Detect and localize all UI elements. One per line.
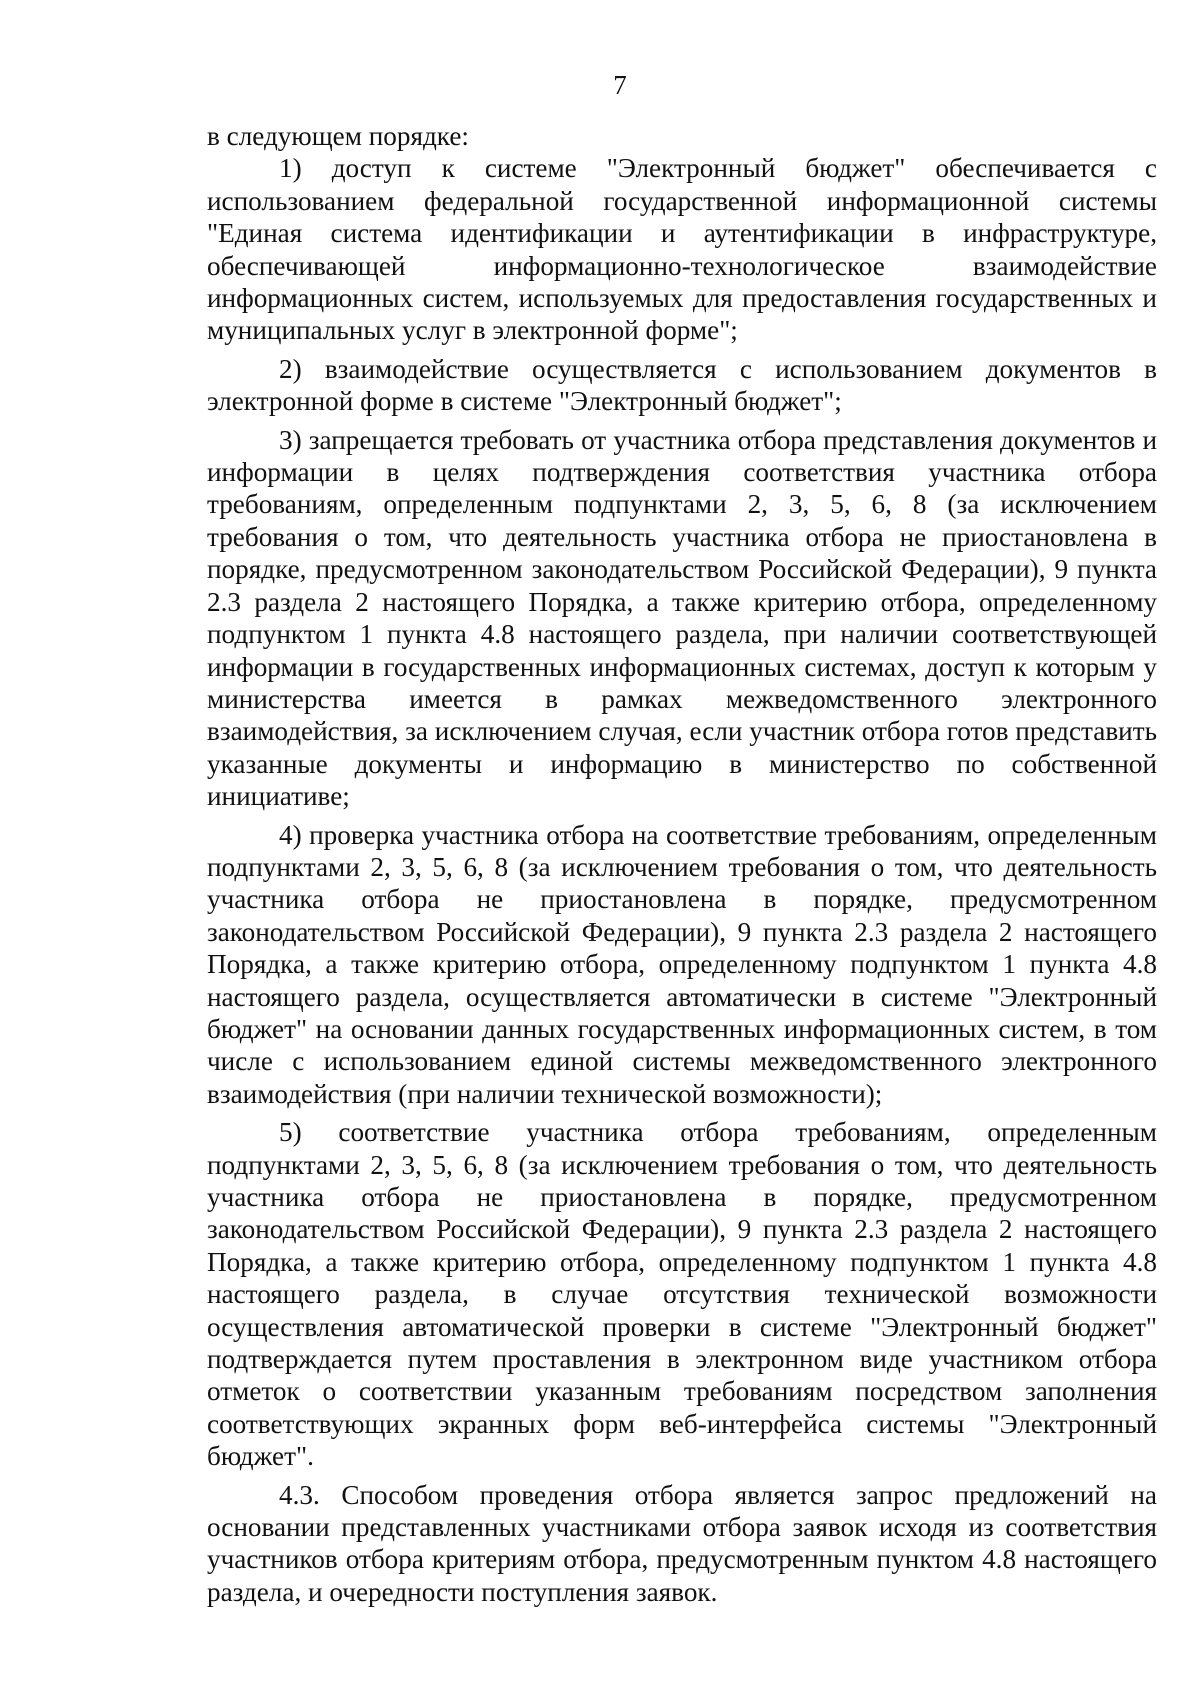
document-body — [207, 120, 1157, 1608]
paragraph-item-2: 2) взаимодействие осуществляется с использованием документов в электронной форме в системе "Электронный бюджет"; — [207, 353, 1157, 417]
paragraph-item-4: 4) проверка участника отбора на соответствие требованиям, определенным подпунктами 2, 3, 5, 6, 8 (за исключением требования о том, что деятельность участника отбора не приостановлена в порядке, предусмотренном законодательством Российской Федерации), 9 пункта 2.3 раздела 2 настоящего Порядка, а также критерию отбора, определенному подпунктом 1 пункта 4.8 настоящего раздела, осуществляется автоматически в системе "Электронный бюджет" на основании данных государственных информационных систем, в том числе с использованием единой системы межведомственного электронного взаимодействия (при наличии технической возможности); — [207, 819, 1157, 1109]
paragraph-section-4-3: 4.3. Способом проведения отбора является запрос предложений на основании представленных участниками отбора заявок исходя из соответствия участников отбора критериям отбора, предусмотренным пунктом 4.8 настоящего раздела, и очередности поступления заявок. — [207, 1479, 1157, 1607]
paragraph-item-5: 5) соответствие участника отбора требованиям, определенным подпунктами 2, 3, 5, 6, 8 (за исключением требования о том, что деятельность участника отбора не приостановлена в порядке, предусмотренном законодательством Российской Федерации), 9 пункта 2.3 раздела 2 настоящего Порядка, а также критерию отбора, определенному подпунктом 1 пункта 4.8 настоящего раздела, в случае отсутствия технической возможности осуществления автоматической проверки в системе "Электронный бюджет" подтверждается путем проставления в электронном виде участником отбора отметок о соответствии указанным требованиям посредством заполнения соответствующих экранных форм веб-интерфейса системы "Электронный бюджет". — [207, 1117, 1157, 1472]
paragraph-intro: в следующем порядке: — [207, 121, 469, 151]
page-number: 7 — [613, 70, 627, 100]
paragraph-item-3: 3) запрещается требовать от участника отбора представления документов и информации в целях подтверждения соответствия участника отбора требованиям, определенным подпунктами 2, 3, 5, 6, 8 (за исключением требования о том, что деятельность участника отбора не приостановлена в порядке, предусмотренном законодательством Российской Федерации), 9 пункта 2.3 раздела 2 настоящего Порядка, а также критерию отбора, определенному подпунктом 1 пункта 4.8 настоящего раздела, при наличии соответствующей информации в государственных информационных системах, доступ к которым у министерства имеется в рамках межведомственного электронного взаимодействия, за исключением случая, если участник отбора готов представить указанные документы и информацию в министерство по собственной инициативе; — [207, 424, 1157, 812]
paragraph-item-1: 1) доступ к системе "Электронный бюджет" обеспечивается с использованием федеральной государственной информационной системы "Единая система идентификации и аутентификации в инфраструктуре, обеспечивающей информационно-технологическое взаимодействие информационных систем, используемых для предоставления государственных и муниципальных услуг в электронной форме"; — [207, 153, 1157, 346]
